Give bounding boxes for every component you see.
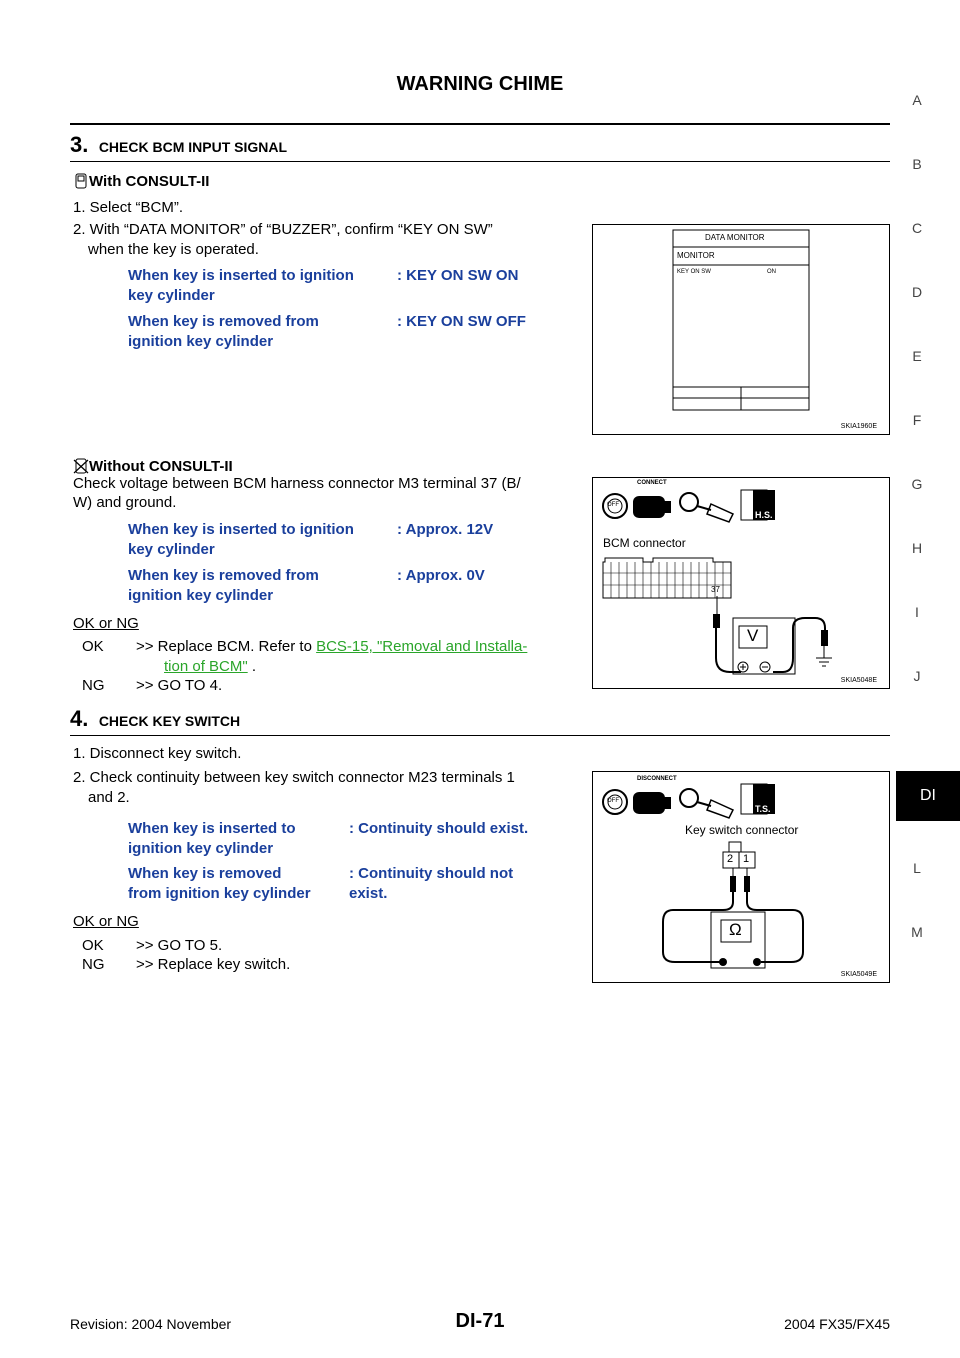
step3-item1: 1. Select “BCM”. — [73, 199, 184, 216]
side-tab-d[interactable]: D — [911, 284, 923, 300]
dm-monitor-label: MONITOR — [677, 251, 715, 260]
cond4-left-l2: ignition key cylinder — [128, 587, 274, 604]
cond2-right: : KEY ON SW OFF — [397, 313, 526, 330]
step-3-rule — [70, 161, 890, 162]
side-tab-m[interactable]: M — [911, 924, 923, 940]
step4-item2-l2: and 2. — [88, 789, 130, 806]
side-tab-h[interactable]: H — [911, 540, 923, 556]
terminal-1-label: 1 — [743, 853, 750, 865]
s4-cond1-right: : Continuity should exist. — [349, 820, 529, 837]
with-consult-line — [73, 172, 209, 192]
figure-caption: SKIA5049E — [840, 971, 877, 978]
off-label: OFF — [607, 502, 619, 508]
cond2-left-l1: When key is removed from — [128, 313, 319, 330]
cond3-left — [128, 520, 354, 560]
cond4-right: : Approx. 0V — [397, 567, 485, 584]
page-number: DI-71 — [455, 1310, 505, 1332]
connect-label: CONNECT — [637, 480, 667, 486]
side-tab-di-active[interactable]: DI — [896, 771, 960, 821]
step3-item2-l1: 2. With “DATA MONITOR” of “BUZZER”, confirm “KEY ON SW” — [73, 221, 493, 238]
s4-cond1-left — [128, 819, 296, 859]
ok-result: >> GO TO 5. — [136, 937, 223, 954]
s4-cond2-left-l1: When key is removed — [128, 865, 282, 882]
cond4-left — [128, 566, 319, 606]
step-number: 3. — [70, 132, 89, 157]
ok-label: OK — [82, 937, 104, 954]
no-consult-icon — [73, 458, 89, 474]
step-number: 4. — [70, 706, 89, 731]
bcm-connector-label: BCM connector — [603, 536, 686, 550]
meter-v-label: V — [747, 626, 759, 645]
ok-result — [136, 637, 527, 657]
ok-tail: . — [247, 658, 257, 675]
terminal-2-label: 2 — [727, 853, 734, 865]
step-title: CHECK KEY SWITCH — [98, 713, 241, 729]
bcs-15-link[interactable]: BCS-15, "Removal and Installa- — [316, 638, 528, 655]
footer-revision: Revision: 2004 November — [70, 1316, 232, 1332]
s4-cond1-left-l2: ignition key cylinder — [128, 840, 274, 857]
ng-label: NG — [82, 677, 105, 694]
cond2-left-l2: ignition key cylinder — [128, 333, 274, 350]
cond1-right: : KEY ON SW ON — [397, 267, 519, 284]
dm-row-label: KEY ON SW — [677, 269, 711, 275]
check-voltage-l2: W) and ground. — [73, 494, 177, 511]
cond4-left-l1: When key is removed from — [128, 567, 319, 584]
header-rule — [70, 123, 890, 125]
page-title: WARNING CHIME — [396, 73, 564, 95]
step3-item2-l2: when the key is operated. — [88, 241, 259, 258]
step-4-heading — [70, 706, 240, 732]
s4-cond2-right-l2: exist. — [349, 885, 388, 902]
side-tab-f[interactable]: F — [912, 412, 922, 428]
s4-cond1-left-l1: When key is inserted to — [128, 820, 296, 837]
ok-or-ng-label: OK or NG — [73, 913, 139, 930]
cond1-left — [128, 266, 354, 306]
without-consult-label: Without CONSULT-II — [89, 458, 233, 475]
ok-label: OK — [82, 638, 104, 655]
with-consult-label: With CONSULT-II — [89, 173, 210, 190]
ohm-meter-label: Ω — [729, 920, 742, 939]
cond3-left-l1: When key is inserted to ignition — [128, 521, 354, 538]
check-voltage-l1: Check voltage between BCM harness connector M3 terminal 37 (B/ — [73, 475, 521, 492]
ng-label: NG — [82, 956, 105, 973]
ok-result-l2 — [164, 657, 256, 677]
cond2-left — [128, 312, 319, 352]
s4-cond2-left — [128, 864, 311, 904]
terminal-37-label: 37 — [711, 585, 720, 594]
side-tab-i[interactable]: I — [915, 604, 919, 620]
cond1-left-l2: key cylinder — [128, 287, 215, 304]
side-tab-l[interactable]: L — [913, 860, 921, 876]
figure-key-switch-continuity — [592, 771, 890, 983]
disconnect-label: DISCONNECT — [637, 776, 677, 782]
hs-label: H.S. — [755, 510, 773, 520]
s4-cond2-right — [349, 864, 513, 904]
off-label: OFF — [607, 798, 619, 804]
figure-data-monitor — [592, 224, 890, 435]
figure-caption: SKIA5048E — [840, 677, 877, 684]
dm-row-value: ON — [767, 269, 776, 275]
figure-bcm-voltage — [592, 477, 890, 689]
ts-label: T.S. — [755, 804, 771, 814]
side-tab-b[interactable]: B — [912, 156, 922, 172]
cond1-left-l1: When key is inserted to ignition — [128, 267, 354, 284]
s4-cond2-right-l1: : Continuity should not — [349, 865, 514, 882]
figure-caption: SKIA1960E — [840, 423, 877, 430]
bcm-voltage-diagram — [593, 478, 889, 688]
ok-text: >> Replace BCM. Refer to — [136, 638, 317, 655]
side-tab-g[interactable]: G — [911, 476, 923, 492]
step4-item2-l1: 2. Check continuity between key switch connector M23 terminals 1 — [73, 769, 515, 786]
ok-or-ng-label: OK or NG — [73, 615, 139, 632]
step-title: CHECK BCM INPUT SIGNAL — [98, 139, 288, 155]
side-tab-e[interactable]: E — [912, 348, 922, 364]
side-tab-a[interactable]: A — [912, 92, 922, 108]
key-switch-diagram — [593, 772, 889, 982]
cond3-left-l2: key cylinder — [128, 541, 215, 558]
ng-result: >> Replace key switch. — [136, 956, 291, 973]
key-switch-connector-label: Key switch connector — [685, 823, 799, 837]
cond3-right: : Approx. 12V — [397, 521, 494, 538]
step4-item1: 1. Disconnect key switch. — [73, 745, 242, 762]
consult-icon — [73, 173, 89, 189]
side-tab-c[interactable]: C — [911, 220, 923, 236]
dm-title: DATA MONITOR — [705, 233, 765, 242]
ng-result: >> GO TO 4. — [136, 677, 223, 694]
bcs-15-link-cont[interactable]: tion of BCM" — [164, 658, 248, 675]
side-tab-j[interactable]: J — [913, 668, 921, 684]
step-3-heading — [70, 132, 287, 158]
step-4-rule — [70, 735, 890, 736]
footer-model: 2004 FX35/FX45 — [784, 1316, 890, 1332]
s4-cond2-left-l2: from ignition key cylinder — [128, 885, 311, 902]
data-monitor-screen — [593, 225, 889, 434]
